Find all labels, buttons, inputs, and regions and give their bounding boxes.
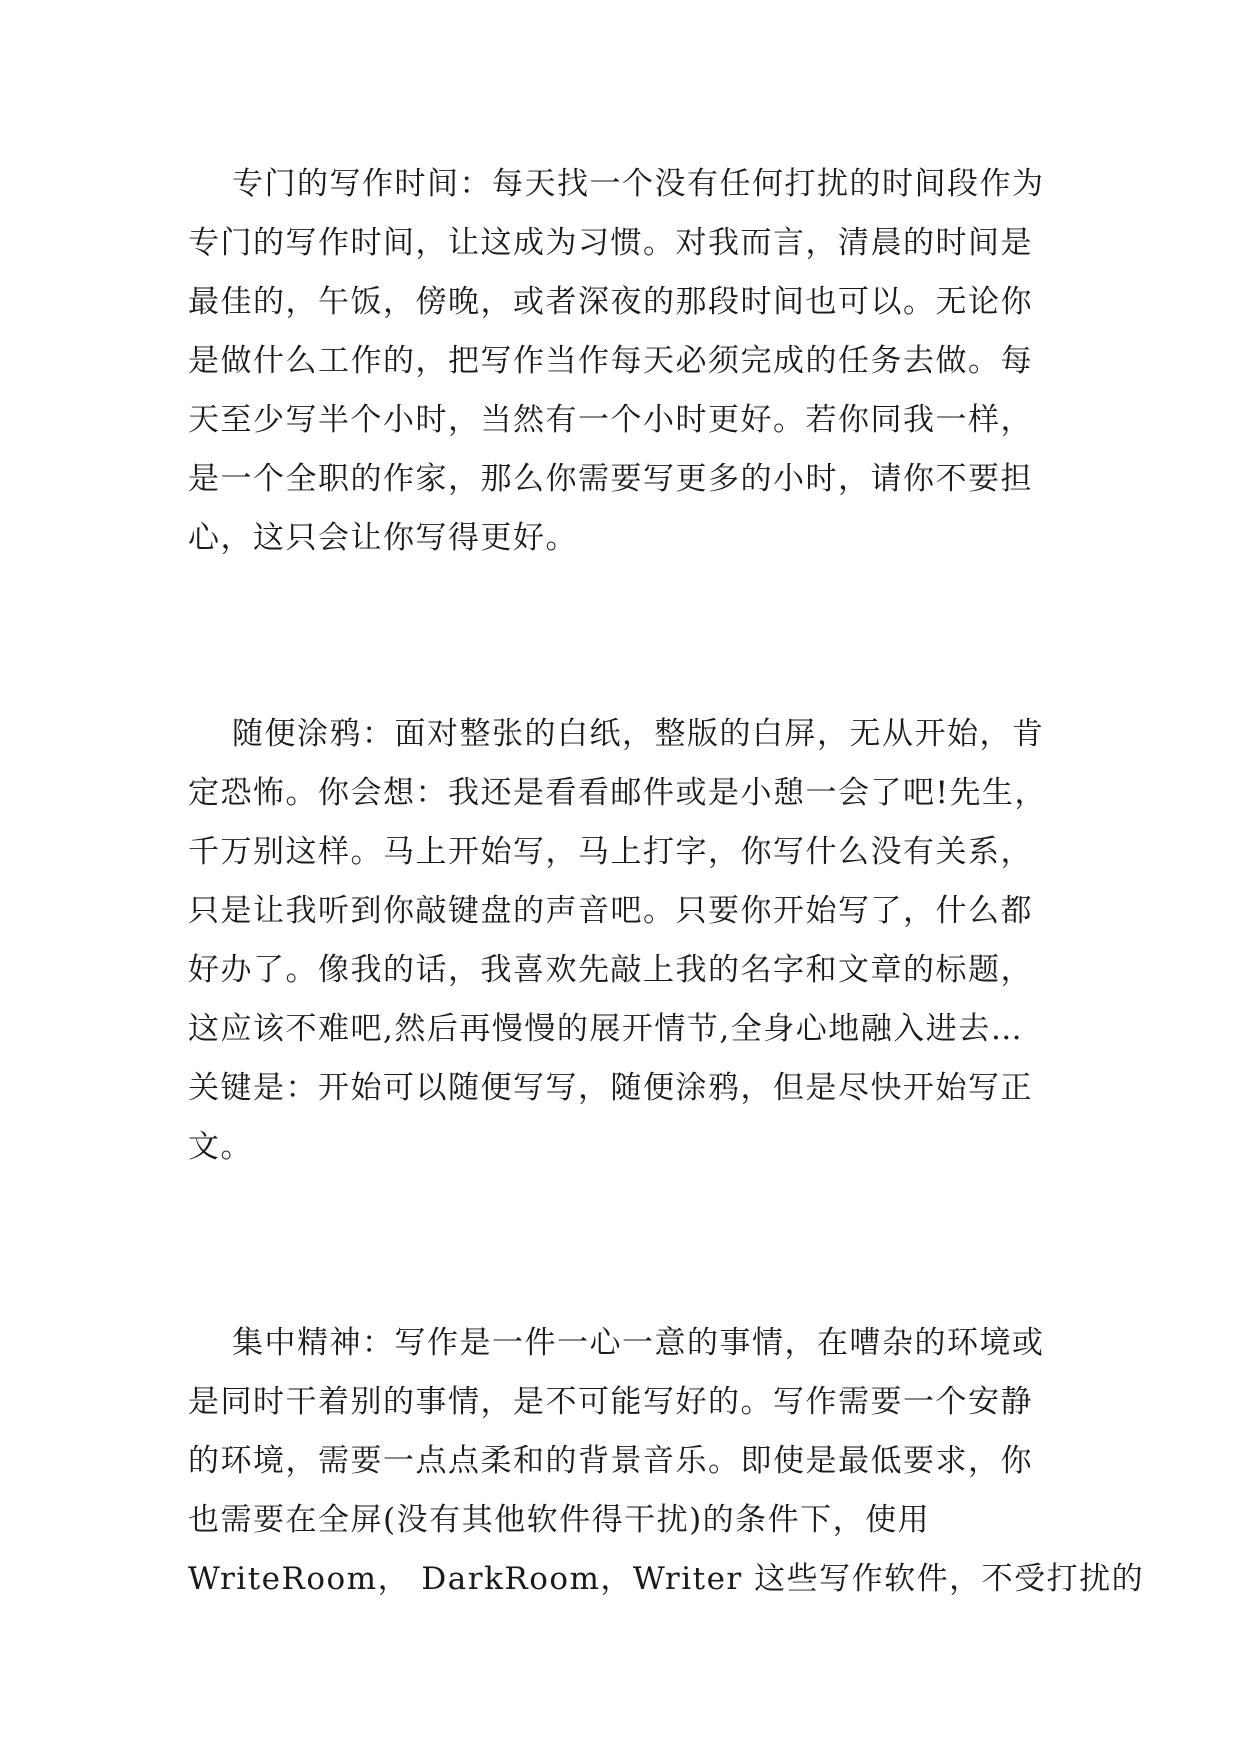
text-line: WriteRoom， DarkRoom，Writer 这些写作软件，不受打扰的 <box>188 1561 1145 1597</box>
paragraph-free-scribble <box>188 705 1058 1177</box>
text-line: 天至少写半个小时，当然有一个小时更好。若你同我一样， <box>188 402 1033 438</box>
text-line: 关键是：开始可以随便写写，随便涂鸦，但是尽快开始写正 <box>188 1070 1033 1106</box>
text-line: 是一个全职的作家，那么你需要写更多的小时，请你不要担 <box>188 461 1033 497</box>
text-line: 这应该不难吧,然后再慢慢的展开情节,全身心地融入进去… <box>188 1011 1024 1047</box>
text-line: 只是让我听到你敲键盘的声音吧。只要你开始写了，什么都 <box>188 893 1033 929</box>
text-line: 的环境，需要一点点柔和的背景音乐。即使是最低要求，你 <box>188 1443 1033 1479</box>
text-line: 是做什么工作的，把写作当作每天必须完成的任务去做。每 <box>188 343 1033 379</box>
paragraph-focus <box>188 1314 1145 1609</box>
text-line: 是同时干着别的事情，是不可能写好的。写作需要一个安静 <box>188 1384 1033 1420</box>
text-line: 千万别这样。马上开始写，马上打字，你写什么没有关系， <box>188 834 1033 870</box>
paragraph-writing-time <box>188 155 1058 568</box>
text-line: 文。 <box>188 1129 253 1165</box>
text-line: 好办了。像我的话，我喜欢先敲上我的名字和文章的标题， <box>188 952 1033 988</box>
text-line: 也需要在全屏(没有其他软件得干扰)的条件下，使用 <box>188 1502 931 1538</box>
text-line: 心，这只会让你写得更好。 <box>188 520 578 556</box>
text-line: 专门的写作时间，让这成为习惯。对我而言，清晨的时间是 <box>188 225 1033 261</box>
text-line: 随便涂鸦：面对整张的白纸，整版的白屏，无从开始，肯 <box>232 716 1045 752</box>
document-body <box>188 155 1145 1609</box>
text-line: 专门的写作时间：每天找一个没有任何打扰的时间段作为 <box>232 166 1045 202</box>
text-line: 定恐怖。你会想：我还是看看邮件或是小憩一会了吧!先生， <box>188 775 1047 811</box>
text-line: 集中精神：写作是一件一心一意的事情，在嘈杂的环境或 <box>232 1325 1045 1361</box>
text-line: 最佳的，午饭，傍晚，或者深夜的那段时间也可以。无论你 <box>188 284 1033 320</box>
